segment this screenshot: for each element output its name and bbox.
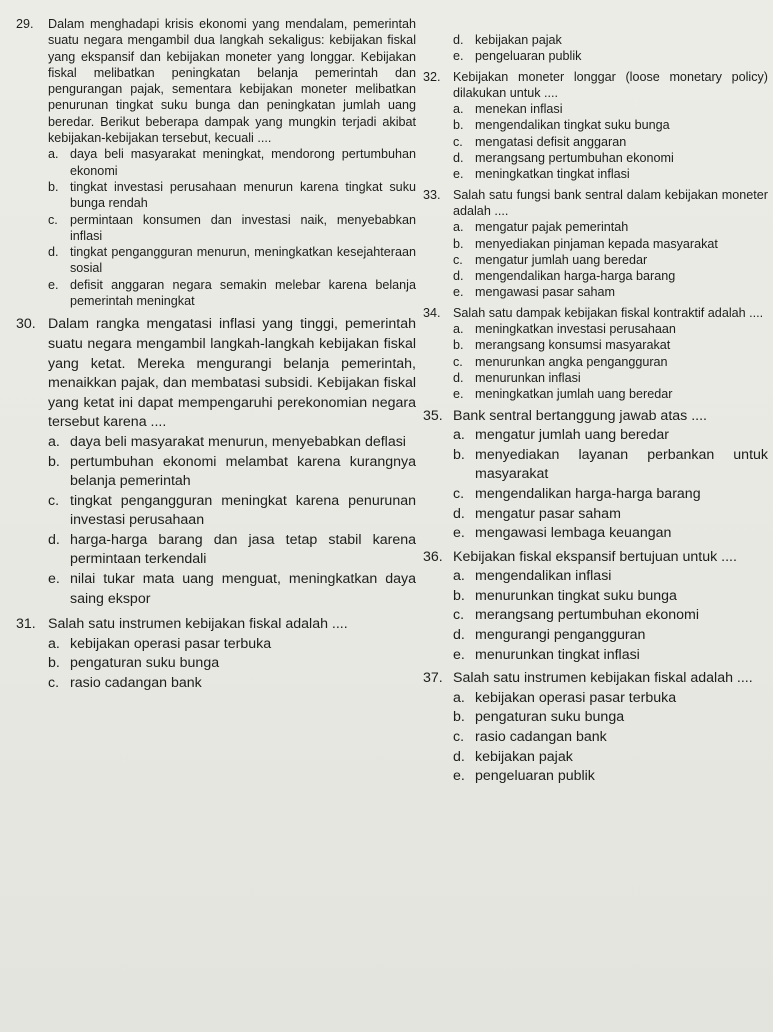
- option-b: b. tingkat investasi perusahaan menurun karena tingkat suku bunga rendah: [48, 179, 416, 211]
- question-stem: Dalam rangka mengatasi inflasi yang tinggi, pemerintah suatu negara mengambil langkah-langkah kebijakan fiskal yang ketat. Mereka mengurangi belanja pemerintah, menaikkan pajak, dan membatasi subsidi. Kebijakan fiskal yang ketat ini dapat mempengaruhi perekonomian negara tersebut karena ....: [48, 316, 416, 431]
- option-b: b. pengaturan suku bunga: [453, 709, 625, 726]
- option-e: e. meningkatkan tingkat inflasi: [453, 167, 630, 182]
- question-stem: Salah satu dampak kebijakan fiskal kontraktif adalah ....: [453, 305, 764, 320]
- option-d: d. mengatur pasar saham: [453, 505, 621, 522]
- option-c: c. merangsang pertumbuhan ekonomi: [453, 607, 699, 624]
- question-number: 36.: [423, 548, 443, 565]
- option-c: c. menurunkan angka pengangguran: [453, 354, 668, 369]
- option-e: e. nilai tukar mata uang menguat, meningkatkan daya saing ekspor: [48, 571, 416, 607]
- option-c: c. tingkat pengangguran meningkat karena penurunan investasi perusahaan: [48, 492, 416, 529]
- option-a: a. mengendalikan inflasi: [453, 568, 612, 585]
- option-e: e. defisit anggaran negara semakin melebar karena belanja pemerintah meningkat: [48, 277, 416, 309]
- right-column: [423, 16, 768, 791]
- question-number: 31.: [16, 616, 36, 633]
- option-e: e. meningkatkan jumlah uang beredar: [453, 387, 673, 402]
- question-stem: Kebijakan fiskal ekspansif bertujuan untuk ....: [453, 548, 737, 565]
- question-29-continued: [423, 32, 768, 65]
- left-column: [16, 16, 416, 698]
- option-e: e. menurunkan tingkat inflasi: [453, 646, 640, 663]
- question-number: 33.: [423, 187, 441, 202]
- question-30: [16, 315, 416, 609]
- question-32: [423, 69, 768, 183]
- option-b: b. mengendalikan tingkat suku bunga: [453, 118, 670, 133]
- question-stem: Dalam menghadapi krisis ekonomi yang mendalam, pemerintah suatu negara mengambil dua langkah sekaligus: kebijakan fiskal yang ekspansif dan kebijakan moneter yang longgar. Kebijakan fiskal melibatkan peningkatan belanja pemerintah dan pengurangan pajak, sementara kebijakan moneter melibatkan penurunan tingkat suku bunga dan peningkatan jumlah uang beredar. Berikut beberapa dampak yang mungkin terjadi akibat kebijakan-kebijakan tersebut, kecuali ....: [48, 17, 416, 146]
- option-b: b. menyediakan pinjaman kepada masyarakat: [453, 236, 718, 251]
- option-c: c. permintaan konsumen dan investasi naik, menyebabkan inflasi: [48, 212, 416, 243]
- options-list: [423, 101, 768, 182]
- question-36: [423, 548, 768, 666]
- option-a: a. kebijakan operasi pasar terbuka: [453, 689, 677, 706]
- question-number: 30.: [16, 316, 36, 333]
- option-d: d. harga-harga barang dan jasa tetap stabil karena permintaan terkendali: [48, 531, 416, 568]
- option-e: e. mengawasi pasar saham: [453, 285, 616, 300]
- option-d: d. tingkat pengangguran menurun, meningkatkan kesejahteraan sosial: [48, 245, 416, 276]
- option-a: a. mengatur jumlah uang beredar: [453, 427, 670, 444]
- option-d: d. merangsang pertumbuhan ekonomi: [453, 151, 674, 166]
- option-e: e. mengawasi lembaga keuangan: [453, 525, 672, 542]
- option-a: a. daya beli masyarakat menurun, menyebabkan deflasi: [48, 433, 406, 450]
- options-list: [423, 219, 768, 300]
- option-a: a. daya beli masyarakat meningkat, mendorong pertumbuhan ekonomi: [48, 147, 416, 178]
- question-number: 32.: [423, 69, 441, 84]
- question-31: [16, 615, 416, 693]
- option-d: d. kebijakan pajak: [453, 33, 562, 47]
- option-a: a. menekan inflasi: [453, 102, 563, 117]
- question-number: 34.: [423, 305, 441, 320]
- question-35: [423, 407, 768, 544]
- option-e: e. pengeluaran publik: [453, 49, 582, 64]
- options-list: [16, 433, 416, 609]
- question-stem: Bank sentral bertanggung jawab atas ....: [453, 407, 707, 424]
- question-number: 29.: [16, 17, 34, 31]
- question-stem: Salah satu fungsi bank sentral dalam kebijakan moneter adalah ....: [453, 187, 768, 218]
- option-b: b. merangsang konsumsi masyarakat: [453, 338, 671, 353]
- option-c: c. rasio cadangan bank: [453, 729, 607, 746]
- question-stem: Kebijakan moneter longgar (loose monetary policy) dilakukan untuk ....: [453, 69, 768, 100]
- option-c: c. mengendalikan harga-harga barang: [453, 485, 701, 502]
- option-c: c. mengatasi defisit anggaran: [453, 134, 627, 149]
- question-29: [16, 16, 416, 309]
- option-b: b. pertumbuhan ekonomi melambat karena kurangnya belanja pemerintah: [48, 453, 416, 490]
- option-d: d. kebijakan pajak: [453, 748, 573, 765]
- option-a: a. kebijakan operasi pasar terbuka: [48, 635, 272, 652]
- option-c: c. rasio cadangan bank: [48, 675, 202, 692]
- options-list: [423, 426, 768, 544]
- option-d: d. mengendalikan harga-harga barang: [453, 269, 676, 284]
- options-list: [423, 689, 768, 787]
- option-e: e. pengeluaran publik: [453, 768, 595, 785]
- question-stem: Salah satu instrumen kebijakan fiskal adalah ....: [453, 670, 753, 687]
- question-37: [423, 669, 768, 787]
- options-list: [16, 635, 416, 694]
- option-b: b. pengaturan suku bunga: [48, 655, 220, 672]
- options-list: [423, 321, 768, 402]
- question-number: 37.: [423, 670, 443, 687]
- option-a: a. meningkatkan investasi perusahaan: [453, 322, 676, 337]
- question-number: 35.: [423, 407, 443, 424]
- options-list: [423, 567, 768, 665]
- option-d: d. menurunkan inflasi: [453, 370, 581, 385]
- options-list: [423, 32, 768, 65]
- question-34: [423, 305, 768, 403]
- option-b: b. menyediakan layanan perbankan untuk masyarakat: [453, 446, 768, 483]
- option-a: a. mengatur pajak pemerintah: [453, 220, 629, 235]
- option-b: b. menurunkan tingkat suku bunga: [453, 587, 677, 604]
- option-d: d. mengurangi pengangguran: [453, 627, 646, 644]
- option-c: c. mengatur jumlah uang beredar: [453, 252, 648, 267]
- question-33: [423, 187, 768, 301]
- options-list: [16, 146, 416, 309]
- question-stem: Salah satu instrumen kebijakan fiskal adalah ....: [48, 616, 348, 633]
